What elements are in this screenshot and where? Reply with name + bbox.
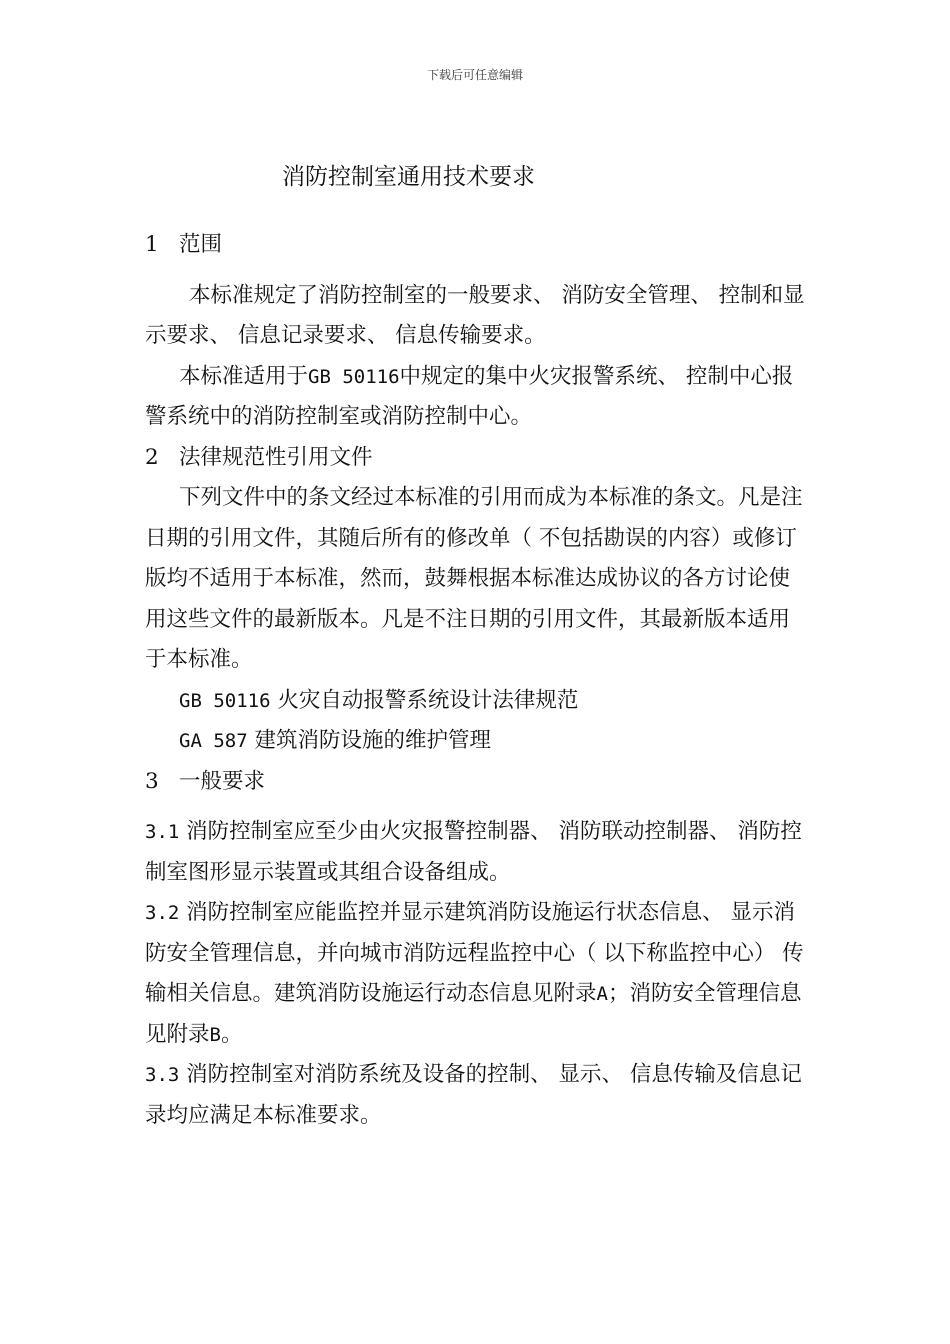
clause-3-1-text: 消防控制室应至少由火灾报警控制器、 消防联动控制器、 消防控制室图形显示装置或其组合设备组成。 <box>145 819 802 885</box>
section-2-heading <box>145 438 805 479</box>
clause-3-3 <box>145 1055 805 1136</box>
appendix-b-label: B <box>209 1023 221 1046</box>
clause-3-2-number: 3.2 <box>145 902 180 924</box>
section-3-number: 3 <box>145 768 159 794</box>
reference-1-code: GB 50116 <box>179 689 271 712</box>
document-body <box>145 225 805 1136</box>
reference-2-title: 建筑消防设施的维护管理 <box>254 728 491 753</box>
section-1-title: 范围 <box>179 232 223 257</box>
clause-3-2 <box>145 893 805 1055</box>
section-3-heading <box>145 762 805 803</box>
section-2-paragraph-1: 下列文件中的条文经过本标准的引用而成为本标准的条文。凡是注日期的引用文件，其随后所有的修改单（ 不包括勘误的内容）或修订版均不适用于本标准，然而，鼓舞根据本标准达成协议的各方讨论使用这些文件的最新版本。凡是不注日期的引用文件，其最新版本适用于本标准。 <box>145 485 803 672</box>
clause-3-2-end: 。 <box>220 1021 243 1047</box>
clause-3-1 <box>145 812 805 893</box>
clause-3-2-text-a: 消防控制室应能监控并显示建筑消防设施运行状态信息、 显示消防安全管理信息，并向城市消防远程监控中心（ 以下称监控中心） 传输相关信息。建筑消防设施运行动态信息见附录 <box>145 900 804 1006</box>
section-1-paragraph-2-text: 中规定的集中火灾报警系统、 控制中心报警系统中的消防控制室或消防控制中心。 <box>145 363 794 429</box>
section-3-title: 一般要求 <box>179 768 266 794</box>
document-title: 消防控制室通用技术要求 <box>282 164 535 190</box>
clause-3-1-number: 3.1 <box>145 821 180 843</box>
reference-2 <box>145 721 805 762</box>
header-note: 下载后可任意编辑 <box>426 68 523 82</box>
clause-3-3-number: 3.3 <box>145 1064 180 1086</box>
reference-2-code: GA 587 <box>179 730 248 752</box>
section-1-number: 1 <box>145 232 159 257</box>
section-2-number: 2 <box>145 444 159 470</box>
section-1-heading <box>145 225 805 266</box>
section-1-paragraph-1: 本标准规定了消防控制室的一般要求、 消防安全管理、 控制和显示要求、 信息记录要求、 信息传输要求。 <box>145 282 805 348</box>
appendix-a-label: A <box>596 983 608 1005</box>
section-1-standard-code: GB 50116 <box>308 365 400 388</box>
clause-3-3-text: 消防控制室对消防系统及设备的控制、 显示、 信息传输及信息记录均应满足本标准要求。 <box>145 1062 802 1128</box>
section-1-paragraph-2 <box>145 357 805 438</box>
clause-3-2-text-b: ；消防安全管理信息见附录 <box>145 981 802 1047</box>
section-2-title: 法律规范性引用文件 <box>179 444 373 470</box>
reference-1 <box>145 681 805 722</box>
section-1-paragraph-2-prefix: 本标准适用于 <box>179 363 309 389</box>
reference-1-title: 火灾自动报警系统设计法律规范 <box>277 687 579 713</box>
